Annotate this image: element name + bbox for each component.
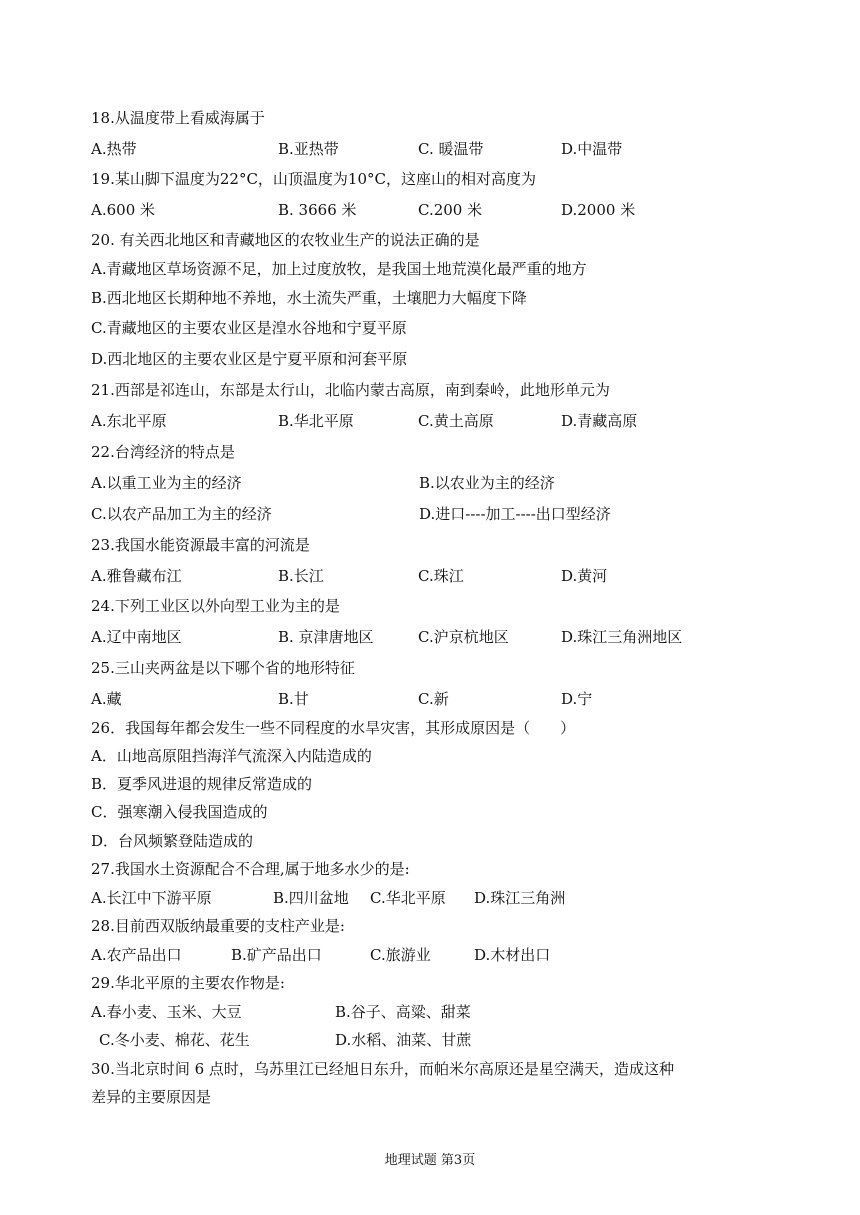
option-a: A.春小麦、玉米、大豆 (91, 1003, 242, 1021)
option-d: D.青藏高原 (561, 412, 638, 430)
option-a: A.辽中南地区 (91, 628, 182, 646)
option-b: B.华北平原 (278, 412, 354, 430)
option-d: D.木材出口 (474, 946, 551, 964)
option-d: D.宁 (561, 690, 593, 708)
option-b: B. 京津唐地区 (278, 628, 374, 646)
option-a: A.东北平原 (91, 412, 167, 430)
question-26-option-c: C．强寒潮入侵我国造成的 (91, 803, 268, 821)
option-a: A.雅鲁藏布江 (91, 567, 182, 585)
option-a: A.以重工业为主的经济 (91, 474, 242, 492)
option-c: C. 暖温带 (418, 140, 484, 158)
question-20-option-a: A.青藏地区草场资源不足，加上过度放牧，是我国土地荒漠化最严重的地方 (91, 260, 587, 278)
option-b: B.谷子、高粱、甜菜 (335, 1003, 471, 1021)
question-30-stem-line2: 差异的主要原因是 (91, 1088, 212, 1106)
option-b: B.四川盆地 (273, 889, 349, 907)
option-a: A.热带 (91, 140, 137, 158)
option-d: D.珠江三角洲 (474, 889, 566, 907)
question-26-stem: 26．我国每年都会发生一些不同程度的水旱灾害，其形成原因是（ ） (91, 719, 576, 737)
question-20-option-c: C.青藏地区的主要农业区是湟水谷地和宁夏平原 (91, 319, 407, 337)
option-a: A.长江中下游平原 (91, 889, 212, 907)
option-a: A.600 米 (91, 201, 155, 219)
question-27-stem: 27.我国水土资源配合不合理,属于地多水少的是: (91, 860, 410, 878)
option-c: C.以农产品加工为主的经济 (91, 505, 272, 523)
option-b: B.亚热带 (278, 140, 339, 158)
question-24-stem: 24.下列工业区以外向型工业为主的是 (91, 597, 340, 615)
question-19-stem: 19.某山脚下温度为22°C，山顶温度为10°C，这座山的相对高度为 (91, 170, 536, 188)
question-20-stem: 20. 有关西北地区和青藏地区的农牧业生产的说法正确的是 (91, 231, 480, 249)
question-25-stem: 25.三山夹两盆是以下哪个省的地形特征 (91, 659, 355, 677)
question-30-stem-line1: 30.当北京时间 6 点时，乌苏里江已经旭日东升，而帕米尔高原还是星空满天，造成这种 (91, 1060, 674, 1078)
option-b: B.矿产品出口 (231, 946, 322, 964)
option-d: D.黄河 (561, 567, 608, 585)
option-c: C.旅游业 (370, 946, 431, 964)
question-26-option-a: A．山地高原阻挡海洋气流深入内陆造成的 (91, 747, 372, 765)
option-d: D.进口----加工----出口型经济 (419, 505, 611, 523)
option-d: D.珠江三角洲地区 (561, 628, 683, 646)
page-footer: 地理试题 第3页 (384, 1153, 476, 1168)
question-20-option-b: B.西北地区长期种地不养地，水土流失严重，土壤肥力大幅度下降 (91, 289, 527, 307)
option-b: B. 3666 米 (278, 201, 357, 219)
option-a: A.藏 (91, 690, 122, 708)
question-26-option-b: B．夏季风进退的规律反常造成的 (91, 775, 313, 793)
option-d: D.水稻、油菜、甘蔗 (335, 1031, 472, 1049)
question-28-stem: 28.目前西双版纳最重要的支柱产业是: (91, 917, 345, 935)
question-29-stem: 29.华北平原的主要农作物是: (91, 974, 285, 992)
option-c: C.200 米 (418, 201, 483, 219)
option-d: D.2000 米 (561, 201, 636, 219)
option-a: A.农产品出口 (91, 946, 182, 964)
option-b: B.长江 (278, 567, 324, 585)
option-c: C.珠江 (418, 567, 464, 585)
question-18-stem: 18.从温度带上看威海属于 (91, 109, 265, 127)
option-c: C.新 (418, 690, 449, 708)
question-21-stem: 21.西部是祁连山，东部是太行山，北临内蒙古高原，南到秦岭，此地形单元为 (91, 381, 610, 399)
question-23-stem: 23.我国水能资源最丰富的河流是 (91, 536, 310, 554)
option-b: B.以农业为主的经济 (419, 474, 555, 492)
option-c: C.冬小麦、棉花、花生 (99, 1031, 250, 1049)
option-c: C.沪京杭地区 (418, 628, 509, 646)
option-b: B.甘 (278, 690, 309, 708)
question-22-stem: 22.台湾经济的特点是 (91, 443, 235, 461)
question-20-option-d: D.西北地区的主要农业区是宁夏平原和河套平原 (91, 350, 408, 368)
option-c: C.黄土高原 (418, 412, 494, 430)
option-c: C.华北平原 (370, 889, 446, 907)
option-d: D.中温带 (561, 140, 623, 158)
question-26-option-d: D．台风频繁登陆造成的 (91, 832, 254, 850)
